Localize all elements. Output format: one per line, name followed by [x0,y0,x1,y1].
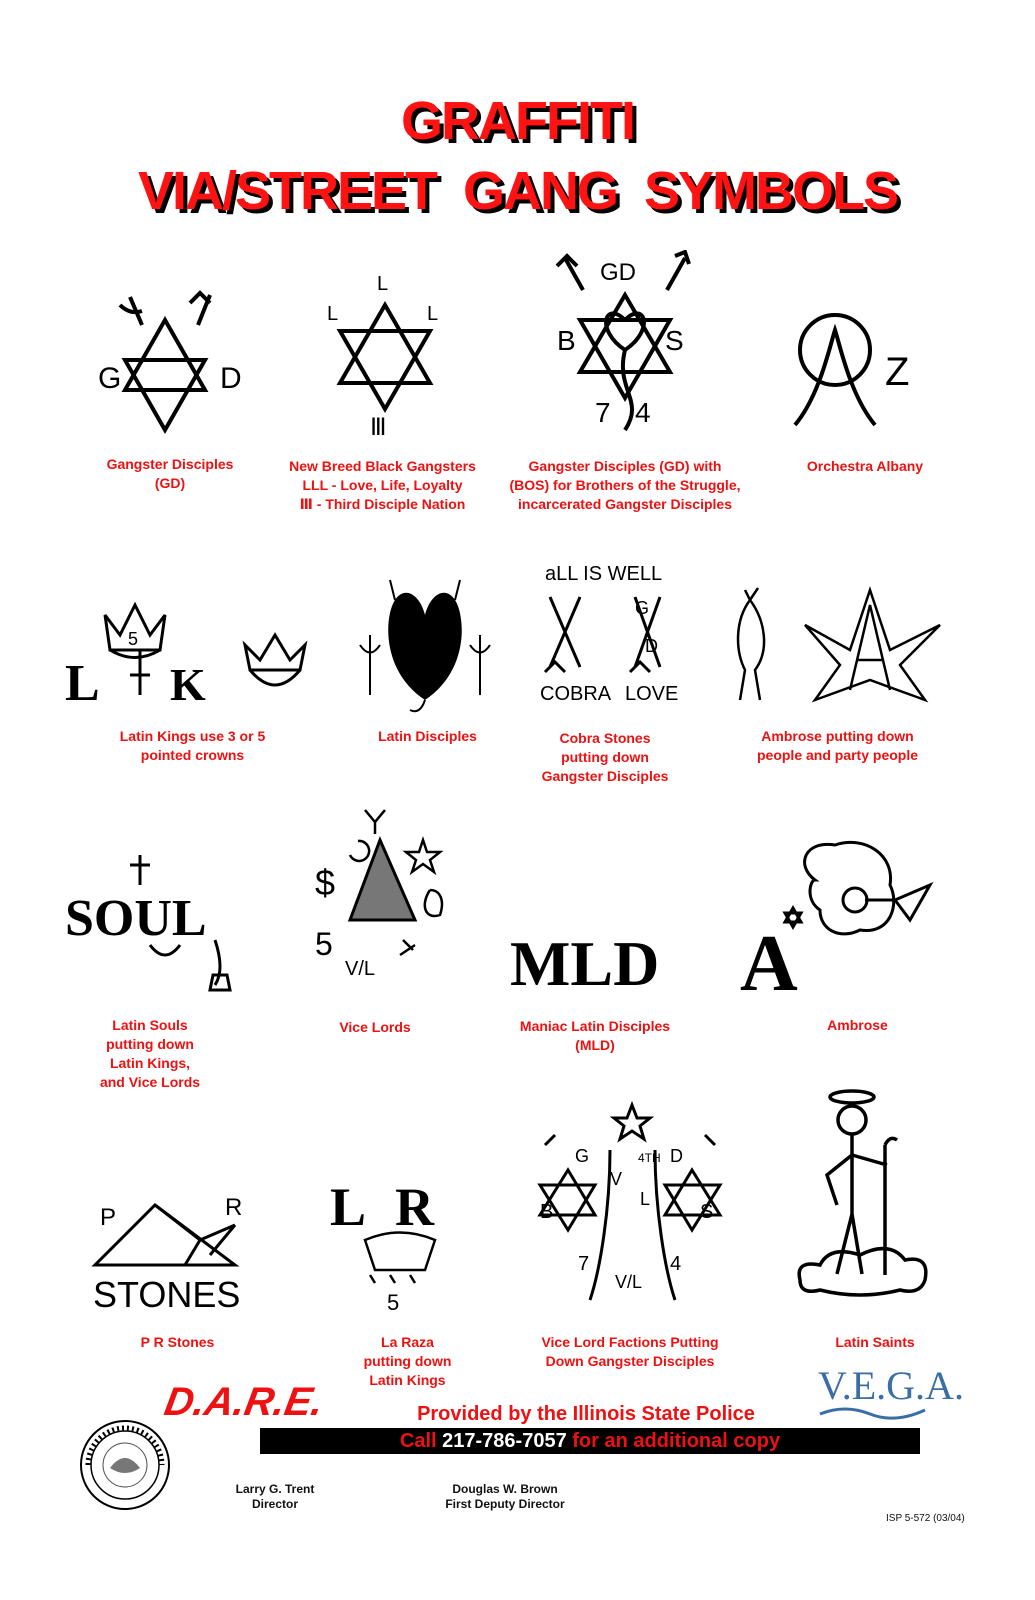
letter-r-raza: R [395,1177,434,1237]
caption-latin-kings: Latin Kings use 3 or 5 pointed crowns [119,728,266,763]
caption-latin-disciples: Latin Disciples [378,728,477,744]
letter-d: D [220,362,242,395]
letter-g-vlf: G [575,1146,590,1166]
gangster-disciples-symbol [80,285,260,440]
title-line-1: GRAFFITI [401,91,634,151]
caption-pr-stones: P R Stones [140,1334,215,1350]
latin-saints-symbol [790,1085,930,1315]
letter-l-left: L [327,303,339,325]
letter-l-right: L [427,303,439,325]
vice-lord-factions-symbol [530,1100,730,1310]
caption-la-raza: La Raza putting down Latin Kings [363,1334,452,1388]
letter-l-vlf: L [640,1189,651,1209]
provided-by-text: Provided by the Illinois State Police [417,1403,755,1425]
word-love: LOVE [625,683,679,705]
letter-p: P [100,1204,117,1231]
new-breed-symbol [315,265,455,440]
vega-logo [818,1362,964,1409]
word-mld: MLD [510,928,660,999]
caption-vice-lords: Vice Lords [339,1019,411,1035]
caption-latin-saints: Latin Saints [835,1334,915,1350]
caption-cobra-stones: Cobra Stones putting down Gangster Disciples [541,730,669,784]
call-bar [260,1428,920,1454]
word-soul: SOUL [65,890,207,947]
roman-three: Ⅲ [370,414,387,440]
la-raza-symbol [325,1165,475,1315]
digit-7-vlf: 7 [578,1253,590,1275]
dare-logo: D.A.R.E. [161,1380,327,1424]
call-number: 217-786-7057 [442,1430,567,1452]
cobra-stones-symbol [535,552,680,707]
letter-d-small: D [645,636,658,656]
word-stones: STONES [93,1274,241,1315]
letter-g-small: G [635,598,650,618]
caption-new-breed: New Breed Black Gangsters LLL - Love, Life, Loyalty Ⅲ - Third Disciple Nation [289,458,476,512]
ambrose-symbol [735,840,940,1005]
all-is-well: aLL IS WELL [545,563,663,585]
caption-gangster-disciples: Gangster Disciples (GD) [106,456,234,491]
caption-ambrose: Ambrose [827,1017,888,1033]
vega-logo-text: V.E.G.A. [818,1363,964,1408]
pr-stones-symbol [85,1185,270,1315]
director-name: Larry G. Trent [235,1482,315,1496]
deputy-director-title: First Deputy Director [445,1497,565,1511]
maniac-latin-disciples-symbol [505,920,695,1000]
call-suffix: for an additional copy [566,1430,781,1452]
digit-5-vice: 5 [315,926,333,962]
deputy-director-name: Douglas W. Brown [452,1482,558,1496]
digit-5: 5 [128,629,139,649]
letter-z: Z [885,350,910,394]
digit-5-raza: 5 [387,1290,400,1315]
letter-d-vlf: D [670,1146,683,1166]
dollar-sign: $ [315,862,336,903]
caption-vice-lord-factions: Vice Lord Factions Putting Down Gangster Disciples [541,1334,719,1369]
letter-l-gothic: L [65,655,100,712]
letter-b: B [557,325,576,356]
letter-r: R [225,1194,243,1221]
vl-letters: V/L [345,958,376,980]
caption-latin-souls: Latin Souls putting down Latin Kings, and Vice Lords [99,1017,201,1090]
director-block [215,1482,335,1512]
form-number: ISP 5-572 (03/04) [886,1513,965,1524]
letter-l-top: L [377,273,389,295]
illinois-state-police-seal [78,1418,173,1513]
caption-orchestra-albany: Orchestra Albany [806,458,924,474]
latin-kings-symbol [65,595,335,715]
letter-s-vlf: S [700,1201,714,1223]
ambrose-putting-down-symbol [720,580,950,705]
latin-souls-symbol [65,850,255,1000]
letter-b-vlf: B [540,1201,554,1223]
director-title: Director [251,1497,298,1511]
orchestra-albany-symbol [790,305,930,435]
letter-l-raza: L [330,1177,367,1237]
latin-disciples-symbol [350,575,500,720]
caption-maniac-latin-disciples: Maniac Latin Disciples (MLD) [519,1018,671,1053]
vl-letters-vlf: V/L [615,1272,643,1292]
caption-gd-bos: Gangster Disciples (GD) with (BOS) for Brothers of the Struggle, incarcerated Gangster Disciples [509,458,741,512]
fourth-label: 4TH [638,1151,661,1165]
title-line-2: VIA/STREET GANG SYMBOLS [137,161,898,221]
digit-7: 7 [595,397,611,428]
vice-lords-symbol [305,800,455,980]
digit-4: 4 [635,397,651,428]
letter-g: G [98,362,122,395]
letter-v-vlf: V [610,1169,623,1189]
digit-4-vlf: 4 [670,1253,682,1275]
letter-s: S [665,325,684,356]
call-prefix: Call [399,1430,443,1452]
gd-bos-symbol [545,250,705,440]
letters-gd: GD [600,259,636,286]
letter-k-gothic: K [170,659,206,710]
deputy-director-block [430,1482,580,1512]
word-cobra: COBRA [540,683,612,705]
caption-ambrose-putting-down: Ambrose putting down people and party people [756,728,919,763]
letter-a-gothic: A [740,920,798,1005]
